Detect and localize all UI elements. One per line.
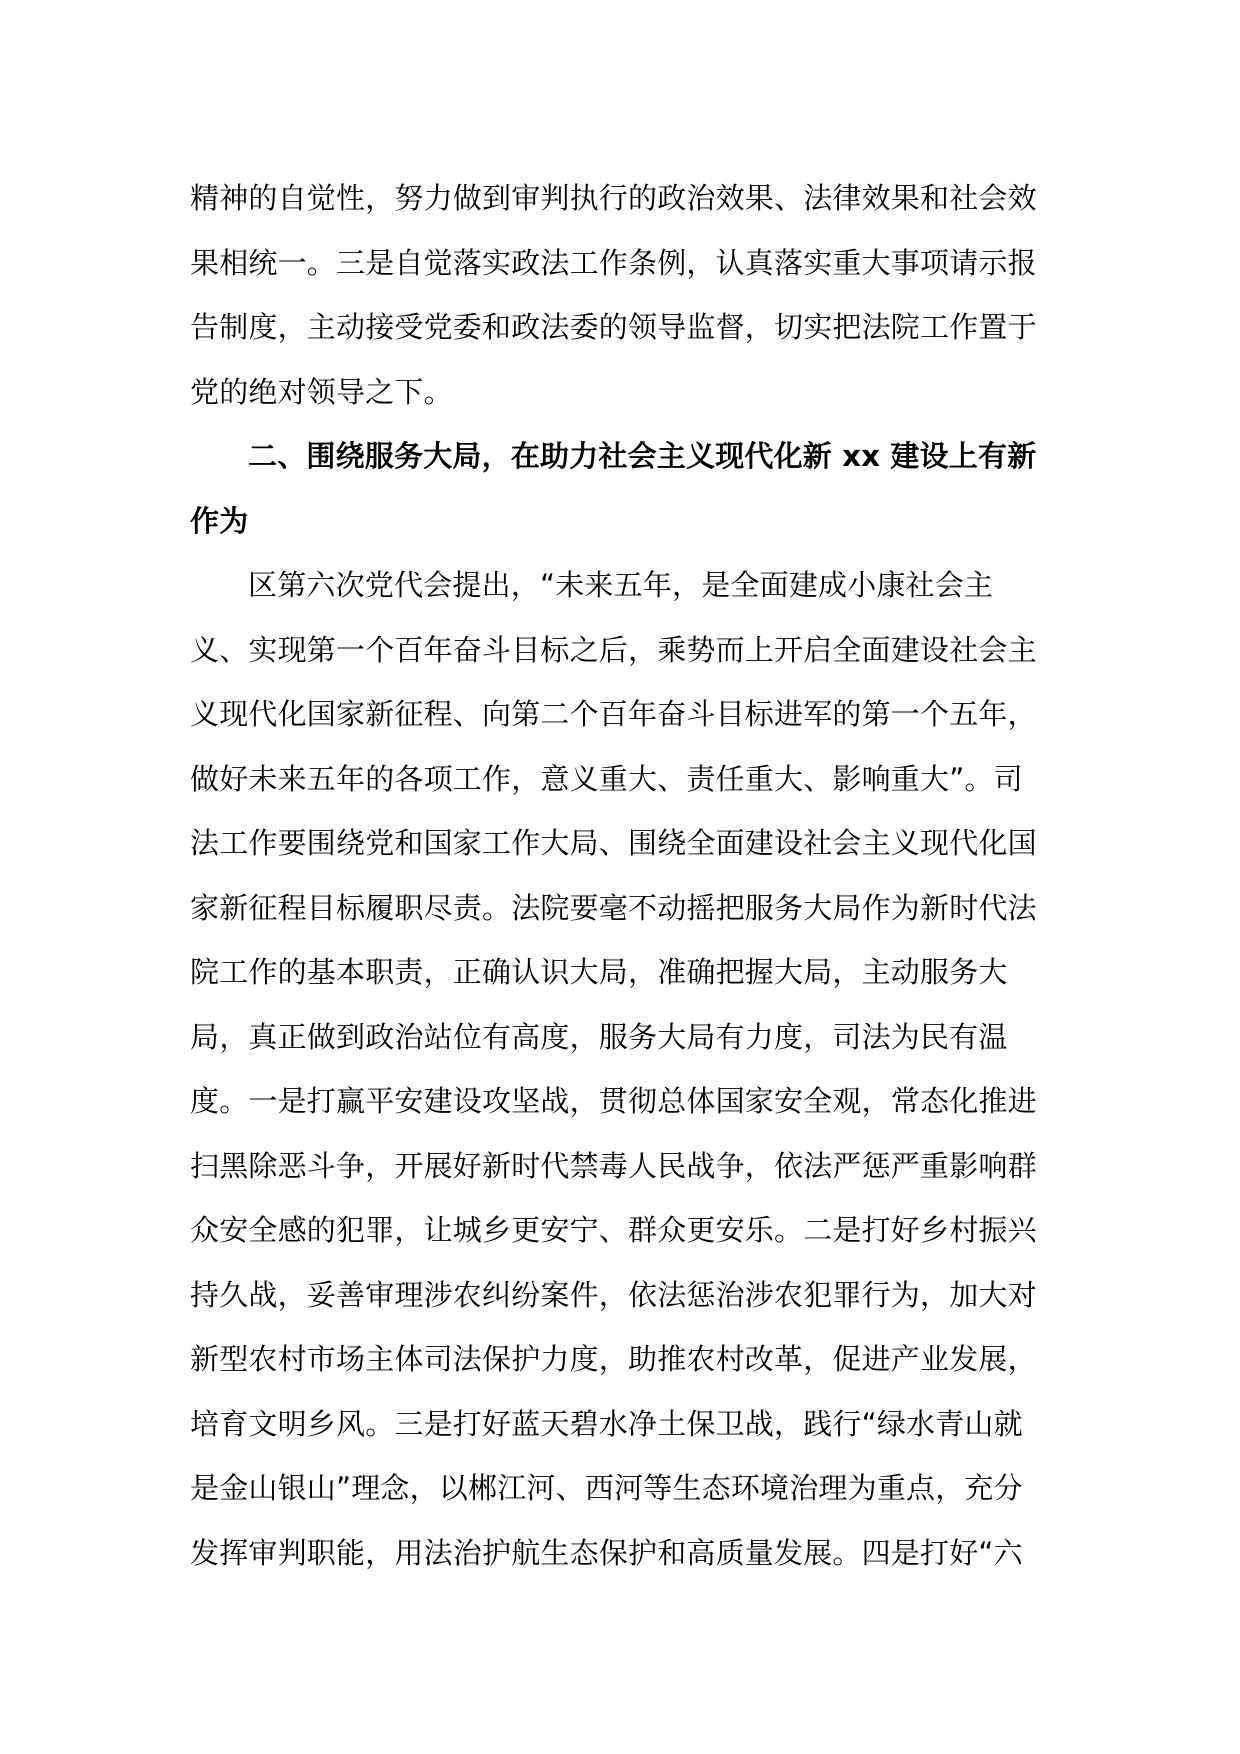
section-heading: 二、围绕服务大局，在助力社会主义现代化新 xx 建设上有新 — [248, 439, 1037, 473]
paragraph-line: 培育文明乡风。三是打好蓝天碧水净土保卫战，践行“绿水青山就 — [190, 1406, 1023, 1441]
paragraph-line: 众安全感的犯罪，让城乡更安宁、群众更安乐。二是打好乡村振兴 — [190, 1213, 1037, 1247]
paragraph-line: 做好未来五年的各项工作，意义重大、责任重大、影响重大”。司 — [190, 761, 1023, 796]
paragraph-line: 果相统一。三是自觉落实政法工作条例，认真落实重大事项请示报 — [190, 245, 1037, 280]
paragraph-line: 新型农村市场主体司法保护力度，助推农村改革，促进产业发展， — [190, 1342, 1037, 1376]
paragraph-line: 院工作的基本职责，正确认识大局，准确把握大局，主动服务大 — [190, 955, 1008, 989]
paragraph-line: 持久战，妥善审理涉农纠纷案件，依法惩治涉农犯罪行为，加大对 — [190, 1277, 1037, 1312]
paragraph-line: 党的绝对领导之下。 — [190, 374, 453, 409]
paragraph-line: 度。一是打赢平安建设攻坚战，贯彻总体国家安全观，常态化推进 — [190, 1084, 1037, 1118]
paragraph-line: 是金山银山”理念，以郴江河、西河等生态环境治理为重点，充分 — [190, 1471, 1023, 1505]
paragraph-line: 局，真正做到政治站位有高度，服务大局有力度，司法为民有温 — [190, 1019, 1008, 1054]
paragraph-line: 发挥审判职能，用法治护航生态保护和高质量发展。四是打好“六 — [190, 1535, 1023, 1570]
document-body — [190, 166, 1048, 1585]
paragraph-line: 告制度，主动接受党委和政法委的领导监督，切实把法院工作置于 — [190, 310, 1037, 344]
paragraph-line: 法工作要围绕党和国家工作大局、围绕全面建设社会主义现代化国 — [190, 826, 1037, 860]
paragraph-line: 扫黑除恶斗争，开展好新时代禁毒人民战争，依法严惩严重影响群 — [190, 1148, 1037, 1183]
paragraph-line: 区第六次党代会提出，“未来五年，是全面建成小康社会主 — [248, 568, 994, 602]
paragraph-line: 义现代化国家新征程、向第二个百年奋斗目标进军的第一个五年， — [190, 697, 1037, 731]
paragraph-line: 精神的自觉性，努力做到审判执行的政治效果、法律效果和社会效 — [190, 181, 1037, 215]
paragraph-line: 家新征程目标履职尽责。法院要毫不动摇把服务大局作为新时代法 — [190, 890, 1037, 925]
paragraph-line: 义、实现第一个百年奋斗目标之后，乘势而上开启全面建设社会主 — [190, 632, 1037, 667]
section-heading: 作为 — [190, 503, 249, 538]
